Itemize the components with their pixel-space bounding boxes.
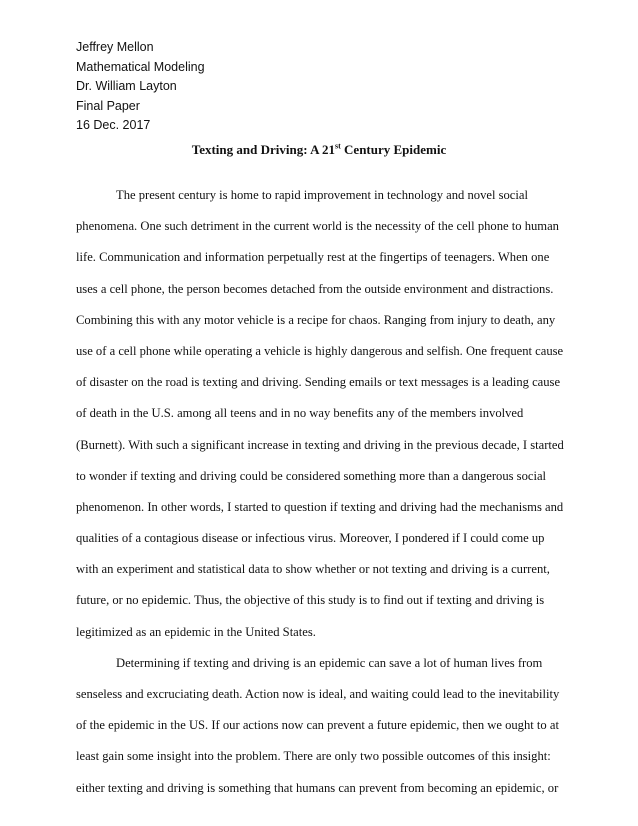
paragraph-line: senseless and excruciating death. Action now is ideal, and waiting could lead to the inevitability: [76, 687, 560, 701]
paragraph-line: uses a cell phone, the person becomes detached from the outside environment and distractions.: [76, 281, 554, 296]
paragraph-line: (Burnett). With such a significant increase in texting and driving in the previous decade, I started: [76, 437, 564, 452]
paragraph-line: phenomenon. In other words, I started to question if texting and driving had the mechanisms and: [76, 499, 564, 514]
paragraph-line: least gain some insight into the problem. There are only two possible outcomes of this insight:: [76, 749, 551, 764]
paper-body: [76, 180, 576, 804]
paragraph-line: phenomena. One such detriment in the current world is the necessity of the cell phone to human: [76, 219, 559, 234]
paper-date: 16 Dec. 2017: [76, 118, 151, 132]
paragraph-line: use of a cell phone while operating a vehicle is highly dangerous and selfish. One frequent cause: [76, 343, 564, 358]
paragraph-line: Combining this with any motor vehicle is a recipe for chaos. Ranging from injury to death, any: [76, 312, 556, 327]
paragraph-line: of disaster on the road is texting and driving. Sending emails or text messages is a leading cause: [76, 375, 561, 390]
assignment-name: Final Paper: [76, 98, 140, 113]
paragraph-line: with an experiment and statistical data to show whether or not texting and driving is a current,: [76, 562, 550, 577]
paragraph-line: future, or no epidemic. Thus, the objective of this study is to find out if texting and driving is: [76, 593, 545, 608]
title-superscript: st: [335, 141, 341, 151]
title-main: Texting and Driving: A 21: [191, 142, 336, 157]
course-name: Mathematical Modeling: [76, 59, 205, 74]
paragraph-line: qualities of a contagious disease or infectious virus. Moreover, I pondered if I could come up: [76, 531, 545, 546]
paragraph-line: of the epidemic in the US. If our actions now can prevent a future epidemic, then we ought to at: [76, 718, 559, 733]
paragraph-line: either texting and driving is something that humans can prevent from becoming an epidemic, or: [76, 780, 559, 795]
author-name: Jeffrey Mellon: [76, 40, 154, 54]
paper-title: [0, 142, 638, 158]
paragraph-line: to wonder if texting and driving could be considered something more than a dangerous social: [76, 468, 547, 483]
instructor-name: Dr. William Layton: [76, 79, 177, 93]
paragraph-line: life. Communication and information perpetually rest at the fingertips of teenagers. When one: [76, 250, 550, 265]
paper-header: [76, 38, 205, 136]
title-rest: Century Epidemic: [340, 142, 447, 157]
paragraph-line: Determining if texting and driving is an epidemic can save a lot of human lives from: [116, 655, 543, 670]
paragraph-line: of death in the U.S. among all teens and in no way benefits any of the members involved: [76, 406, 524, 421]
paragraph-line: legitimized as an epidemic in the United States.: [76, 624, 316, 639]
paragraph-line: The present century is home to rapid improvement in technology and novel social: [116, 188, 528, 202]
